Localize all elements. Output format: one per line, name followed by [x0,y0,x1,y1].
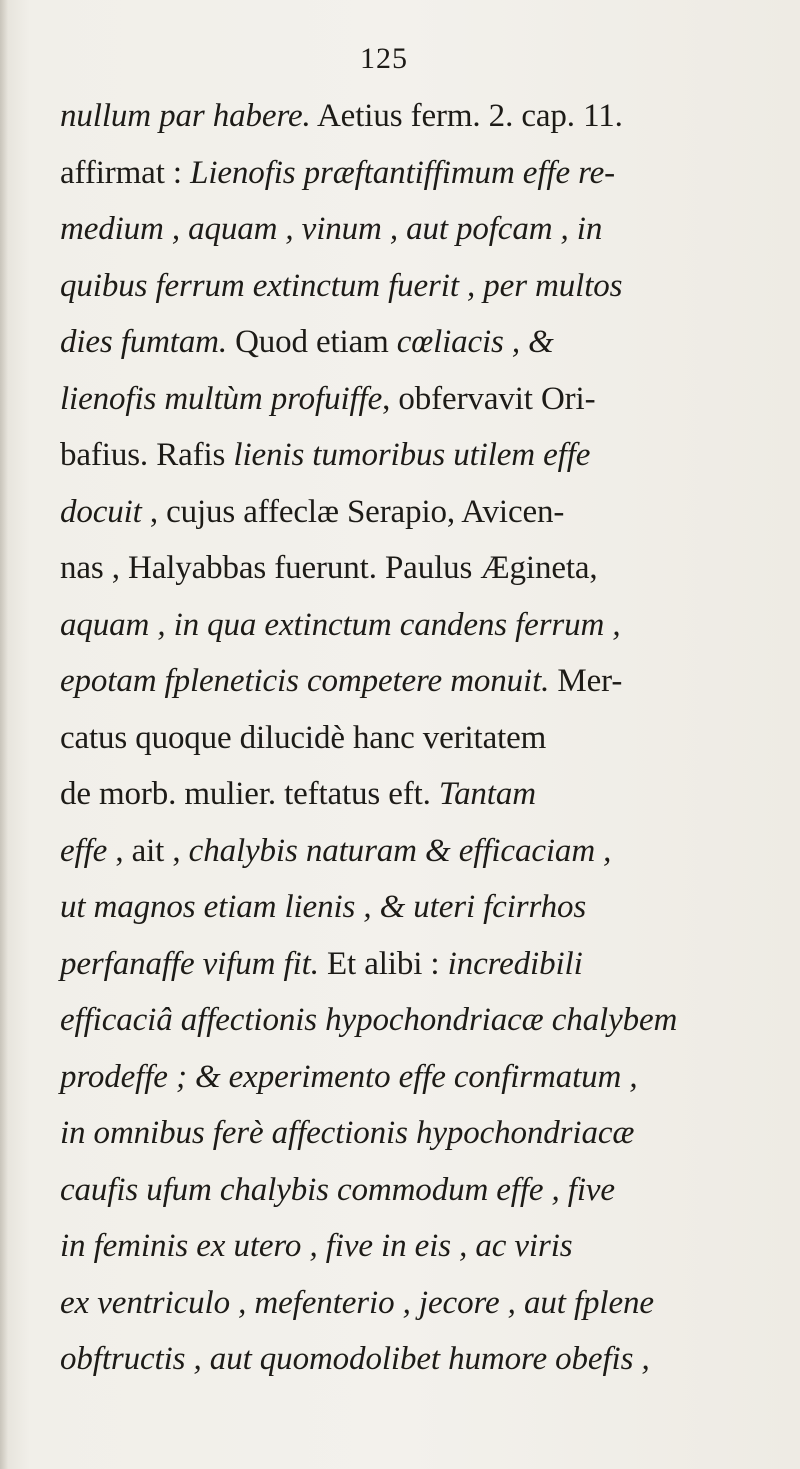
italic-text-segment: dies fumtam. [60,324,227,360]
roman-text-segment: affirmat : [60,154,191,191]
text-line [60,88,780,145]
italic-text-segment: aquam , in qua extinctum candens ferrum , [60,606,621,643]
text-line [60,201,780,258]
text-line [60,145,780,202]
text-line [60,879,780,936]
roman-text-segment: Quod etiam [227,324,397,360]
text-line [60,1218,780,1275]
roman-text-segment: Et alibi : [318,945,448,982]
roman-text-segment: Mer- [549,663,623,699]
text-line [60,540,780,597]
roman-text-segment: Aetius ferm. 2. cap. 11. [310,98,631,134]
page-gutter-shadow [0,0,8,1469]
italic-text-segment: incredibili [447,945,583,982]
italic-text-segment: cœliacis , & [396,324,554,360]
italic-text-segment: epotam fpleneticis competere monuit. [60,663,550,699]
text-line [60,1275,780,1332]
italic-text-segment: perfanaffe vifum fit. [60,945,319,982]
roman-text-segment: bafius. Rafis [60,437,234,473]
italic-text-segment: ex ventriculo , mefenterio , jecore , aut fplene [60,1284,654,1321]
italic-text-segment: efficaciâ affectionis hypochondriacæ chalybem [60,1002,678,1038]
text-line [60,1049,780,1106]
italic-text-segment: medium , aquam , vinum , aut pofcam , in [60,211,603,247]
text-line [60,823,780,880]
italic-text-segment: Lienofis præftantiffimum effe re- [190,154,616,191]
roman-text-segment: , cujus affeclæ Serapio, Avicen- [141,493,565,530]
text-line [60,710,780,767]
roman-text-segment: , ait , [107,832,189,869]
text-line [60,427,780,484]
text-line [60,766,780,823]
italic-text-segment: quibus ferrum extinctum fuerit , per multos [60,267,623,304]
text-line [60,1105,780,1162]
text-line [60,314,780,371]
roman-text-segment: catus quoque dilucidè hanc veritatem [60,719,547,756]
italic-text-segment: effe [60,832,108,869]
text-line [60,597,780,654]
italic-text-segment: lienofis multùm profuiffe [60,380,383,417]
italic-text-segment: Tantam [438,776,536,812]
text-line [60,992,780,1049]
roman-text-segment: de morb. mulier. teftatus eft. [60,776,439,812]
text-line [60,484,780,541]
italic-text-segment: caufis ufum chalybis commodum effe , five [60,1171,615,1208]
italic-text-segment: in omnibus ferè affectionis hypochondriacæ [60,1115,635,1151]
italic-text-segment: in feminis ex utero , five in eis , ac viris [60,1228,573,1264]
italic-text-segment: lienis tumoribus utilem effe [233,437,591,473]
italic-text-segment: prodeffe ; & experimento effe confirmatum , [60,1058,638,1095]
italic-text-segment: nullum par habere. [60,98,311,134]
italic-text-segment: ut magnos etiam lienis , & uteri fcirrhos [60,889,587,925]
italic-text-segment: obftructis , aut quomodolibet humore obefis , [60,1341,650,1377]
roman-text-segment: , obfervavit Ori- [382,380,596,417]
body-text [60,88,780,1388]
text-line [60,653,780,710]
italic-text-segment: docuit [60,493,142,530]
roman-text-segment: nas , Halyabbas fuerunt. Paulus Ægineta, [60,550,598,586]
text-line [60,936,780,993]
text-line [60,1162,780,1219]
page-number: 125 [360,42,408,75]
text-line [60,1331,780,1388]
text-line [60,258,780,315]
text-line [60,371,780,428]
italic-text-segment: chalybis naturam & efficaciam , [188,832,612,869]
